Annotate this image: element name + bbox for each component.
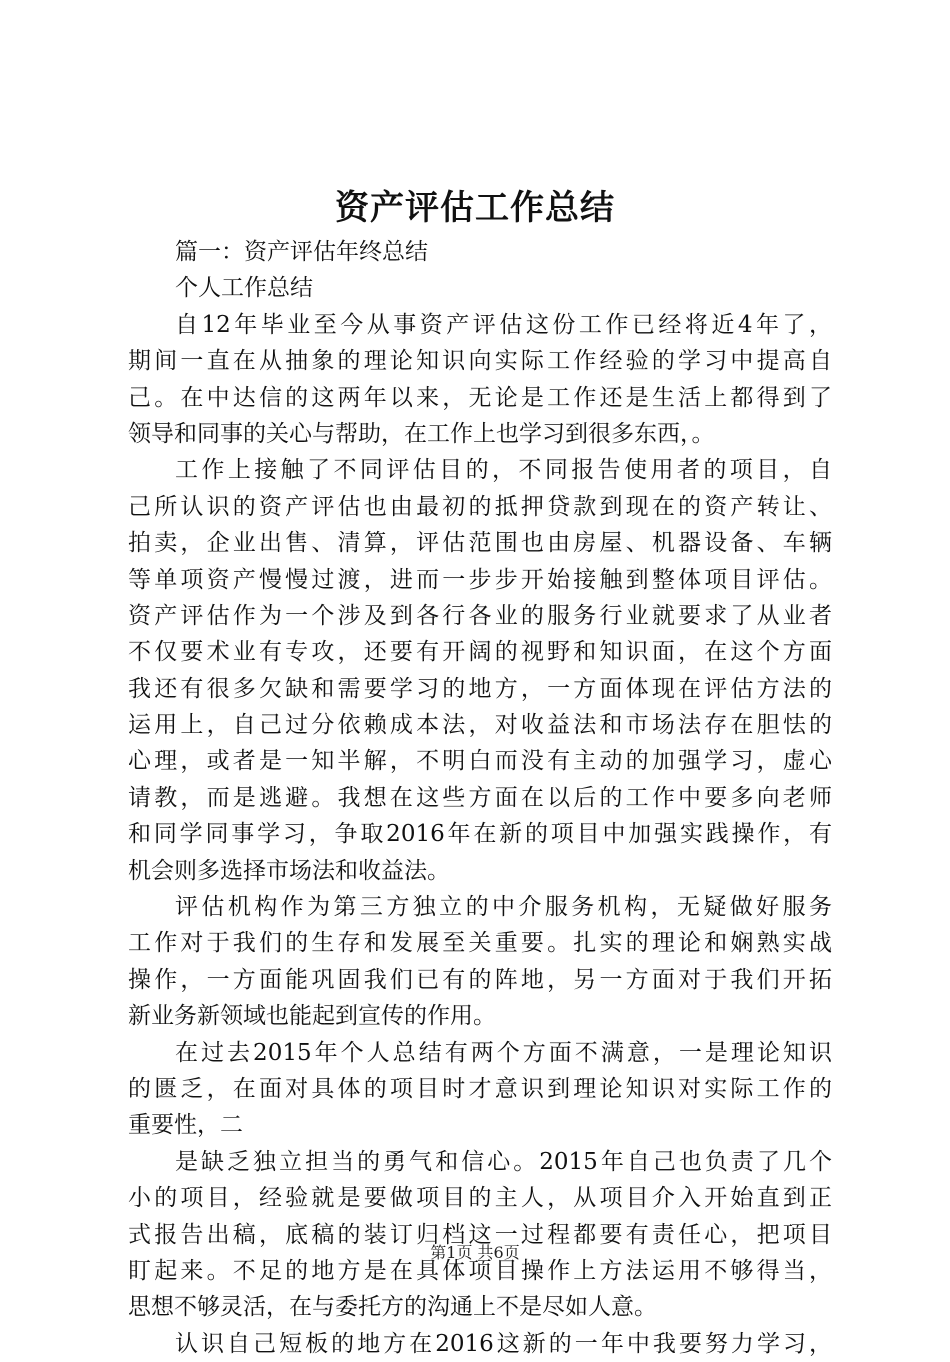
text-line: 己所认识的资产评估也由最初的抵押贷款到现在的资产转让、 <box>128 493 832 520</box>
text-line: 拍卖，企业出售、清算，评估范围也由房屋、机器设备、车辆 <box>128 530 832 557</box>
text-line: 认识自己短板的地方在2016这新的一年中我要努力学习， <box>175 1330 832 1357</box>
text-line: 重要性，二 <box>128 1112 243 1139</box>
text-line: 在过去2015年个人总结有两个方面不满意，一是理论知识 <box>175 1039 832 1066</box>
text-line: 小的项目，经验就是要做项目的主人，从项目介入开始直到正 <box>128 1185 832 1212</box>
text-line: 资产评估作为一个涉及到各行各业的服务行业就要求了从业者 <box>128 602 832 629</box>
text-line: 操作，一方面能巩固我们已有的阵地，另一方面对于我们开拓 <box>128 966 832 993</box>
text-line: 不仅要术业有专攻，还要有开阔的视野和知识面，在这个方面 <box>128 639 832 666</box>
text-line: 机会则多选择市场法和收益法。 <box>128 857 450 884</box>
document-body <box>128 234 832 1362</box>
text-line: 运用上，自己过分依赖成本法，对收益法和市场法存在胆怯的 <box>128 712 832 739</box>
document-title: 资产评估工作总结 <box>335 188 615 228</box>
text-line: 和同学同事学习，争取2016年在新的项目中加强实践操作，有 <box>128 821 832 848</box>
text-line: 工作上接触了不同评估目的，不同报告使用者的项目，自 <box>175 457 832 484</box>
text-line: 思想不够灵活，在与委托方的沟通上不是尽如人意。 <box>128 1294 657 1321</box>
text-line: 工作对于我们的生存和发展至关重要。扎实的理论和娴熟实战 <box>128 930 832 957</box>
text-line: 新业务新领域也能起到宣传的作用。 <box>128 1003 496 1030</box>
text-line: 等单项资产慢慢过渡，进而一步步开始接触到整体项目评估。 <box>128 566 832 593</box>
text-line: 期间一直在从抽象的理论知识向实际工作经验的学习中提高自 <box>128 348 832 375</box>
page-footer: 第1页 共6页 <box>430 1243 520 1262</box>
text-line: 心理，或者是一知半解，不明白而没有主动的加强学习，虚心 <box>128 748 832 775</box>
text-line: 篇一：资产评估年终总结 <box>175 239 428 265</box>
text-line: 请教，而是逃避。我想在这些方面在以后的工作中要多向老师 <box>128 784 832 811</box>
text-line: 领导和同事的关心与帮助，在工作上也学习到很多东西，。 <box>128 420 715 447</box>
text-line: 式报告出稿，底稿的装订归档这一过程都要有责任心，把项目 <box>128 1221 832 1248</box>
text-line: 己。在中达信的这两年以来，无论是工作还是生活上都得到了 <box>128 384 832 411</box>
text-line: 的匮乏，在面对具体的项目时才意识到理论知识对实际工作的 <box>128 1075 832 1102</box>
text-line: 我还有很多欠缺和需要学习的地方，一方面体现在评估方法的 <box>128 675 832 702</box>
text-line: 是缺乏独立担当的勇气和信心。2015年自己也负责了几个 <box>175 1148 832 1175</box>
text-line: 评估机构作为第三方独立的中介服务机构，无疑做好服务 <box>175 894 832 921</box>
text-line: 盯起来。不足的地方是在具体项目操作上方法运用不够得当， <box>128 1257 832 1284</box>
text-line: 个人工作总结 <box>175 275 313 302</box>
text-line: 自12年毕业至今从事资产评估这份工作已经将近4年了， <box>175 311 832 338</box>
